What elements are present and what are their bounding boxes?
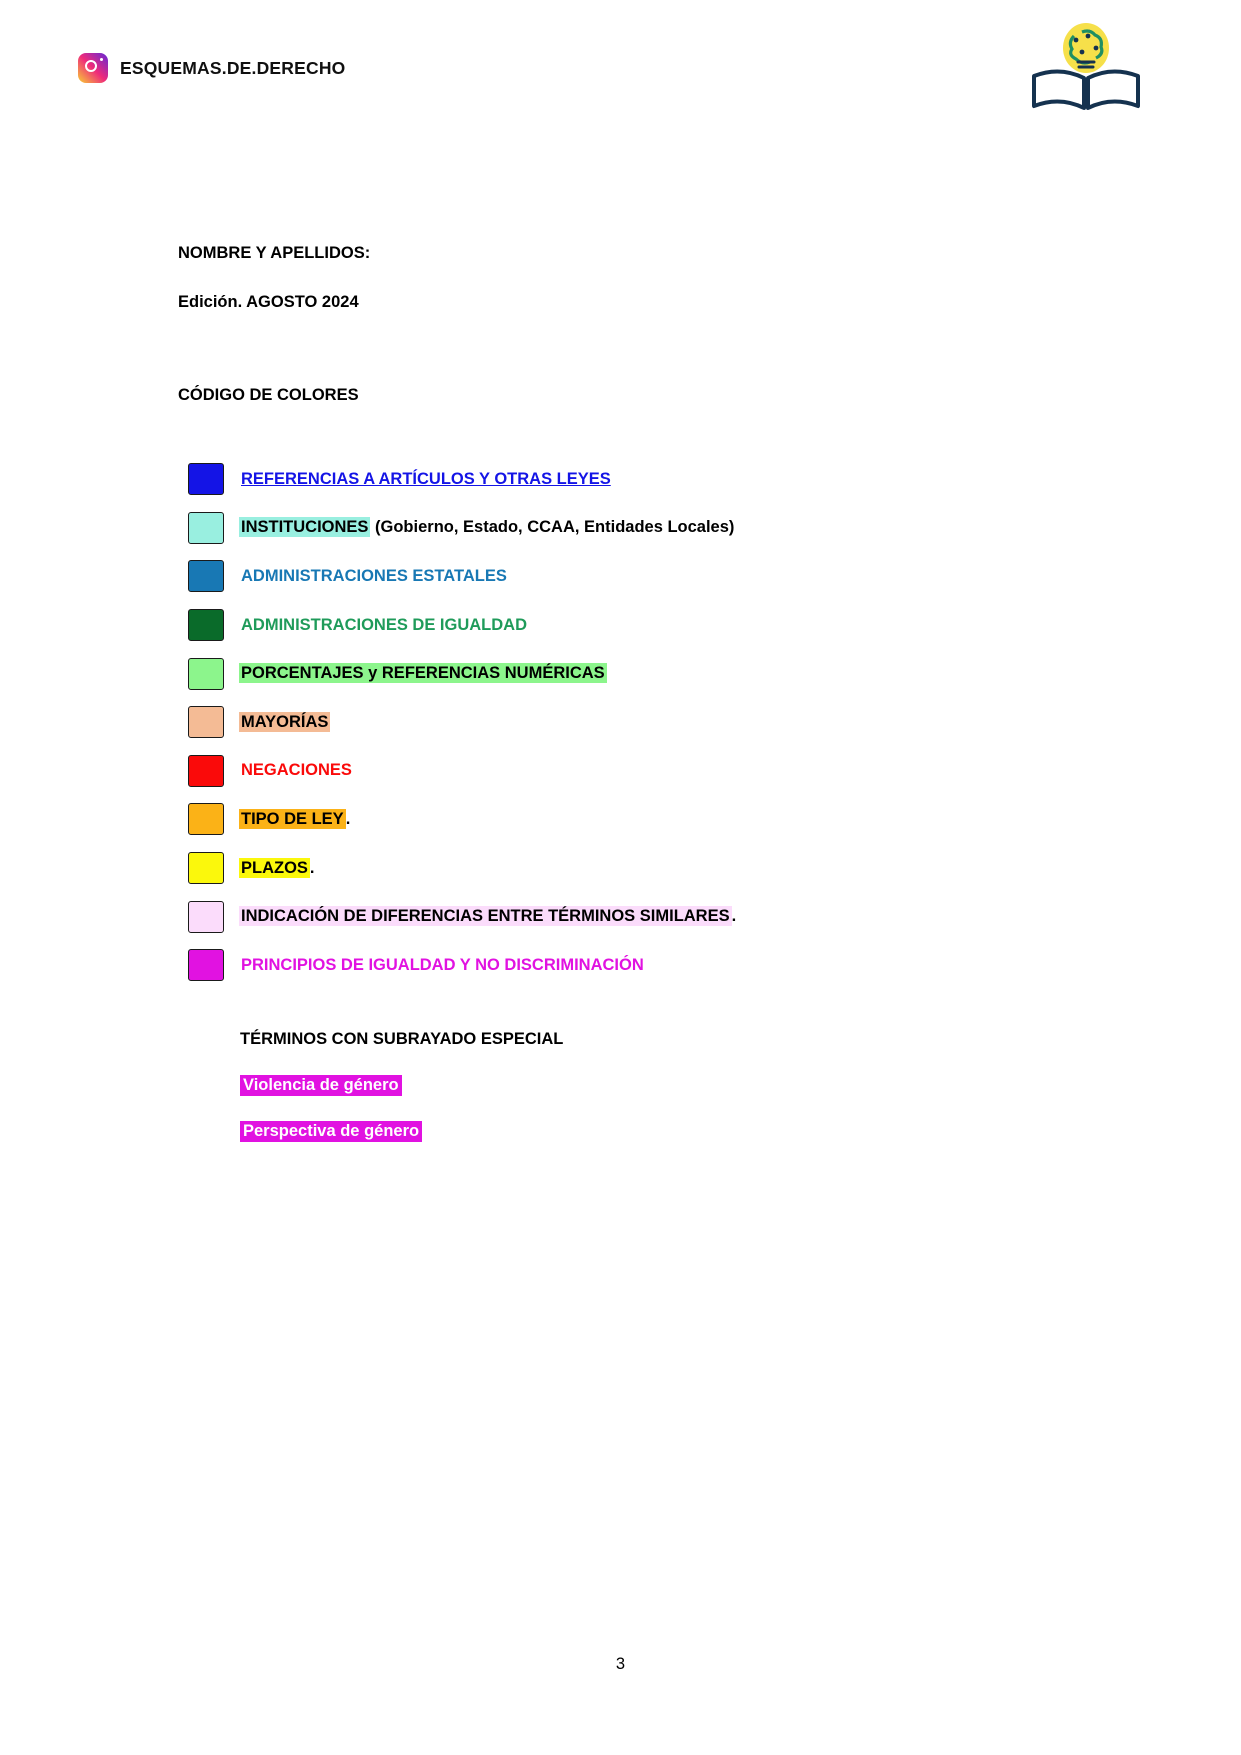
legend-row <box>188 941 968 990</box>
color-swatch <box>188 658 224 690</box>
color-legend <box>188 455 968 990</box>
legend-label <box>239 664 607 683</box>
color-swatch <box>188 609 224 641</box>
special-underline-section <box>240 1030 940 1167</box>
legend-label <box>239 567 509 586</box>
legend-term: ADMINISTRACIONES DE IGUALDAD <box>241 615 528 634</box>
color-swatch <box>188 901 224 933</box>
color-swatch <box>188 803 224 835</box>
name-field-label: NOMBRE Y APELLIDOS: <box>178 244 371 262</box>
color-swatch <box>188 706 224 738</box>
legend-term: ADMINISTRACIONES ESTATALES <box>241 566 507 585</box>
legend-label <box>239 907 736 926</box>
color-swatch <box>188 512 224 544</box>
legend-term-suffix: . <box>731 907 737 926</box>
special-terms-list <box>240 1075 940 1167</box>
color-swatch <box>188 949 224 981</box>
legend-label <box>239 713 330 732</box>
legend-row <box>188 795 968 844</box>
special-term-row <box>240 1121 940 1167</box>
legend-label <box>239 859 315 878</box>
legend-label <box>239 470 613 489</box>
legend-term: NEGACIONES <box>241 761 352 780</box>
legend-row <box>188 455 968 504</box>
legend-term-suffix: . <box>309 858 315 877</box>
color-swatch <box>188 852 224 884</box>
special-term-row <box>240 1075 940 1121</box>
legend-term: PORCENTAJES y REFERENCIAS NUMÉRICAS <box>241 664 605 683</box>
edition-label: Edición. AGOSTO 2024 <box>178 293 359 311</box>
brand <box>78 53 346 83</box>
legend-term: MAYORÍAS <box>241 712 329 731</box>
brand-handle: ESQUEMAS.DE.DERECHO <box>120 57 346 78</box>
legend-term: PLAZOS <box>241 858 308 877</box>
legend-term: PRINCIPIOS DE IGUALDAD Y NO DISCRIMINACIÓN <box>241 955 644 974</box>
special-term: Perspectiva de género <box>240 1121 422 1142</box>
page-number: 3 <box>615 1655 626 1673</box>
book-lightbulb-logo <box>1026 18 1146 114</box>
legend-row <box>188 892 968 941</box>
legend-label <box>239 518 734 537</box>
legend-term: REFERENCIAS A ARTÍCULOS Y OTRAS LEYES <box>241 469 611 488</box>
legend-row <box>188 649 968 698</box>
legend-term: INDICACIÓN DE DIFERENCIAS ENTRE TÉRMINOS SIMILARES <box>241 907 730 926</box>
legend-label <box>239 761 354 780</box>
legend-term: INSTITUCIONES <box>241 518 369 537</box>
color-swatch <box>188 463 224 495</box>
legend-row <box>188 747 968 796</box>
page-header <box>0 0 1241 140</box>
legend-term: TIPO DE LEY <box>241 809 344 828</box>
special-section-title: TÉRMINOS CON SUBRAYADO ESPECIAL <box>240 1030 564 1048</box>
legend-row <box>188 698 968 747</box>
special-term: Violencia de género <box>240 1075 402 1096</box>
legend-term-suffix: (Gobierno, Estado, CCAA, Entidades Locales) <box>370 518 735 537</box>
legend-label <box>239 810 350 829</box>
legend-label <box>239 616 529 635</box>
legend-term-suffix: . <box>345 809 351 828</box>
legend-row <box>188 844 968 893</box>
legend-row <box>188 504 968 553</box>
color-code-title: CÓDIGO DE COLORES <box>178 386 359 404</box>
legend-row <box>188 601 968 650</box>
instagram-icon <box>78 53 108 83</box>
color-swatch <box>188 755 224 787</box>
color-swatch <box>188 560 224 592</box>
legend-row <box>188 552 968 601</box>
legend-label <box>239 956 646 975</box>
